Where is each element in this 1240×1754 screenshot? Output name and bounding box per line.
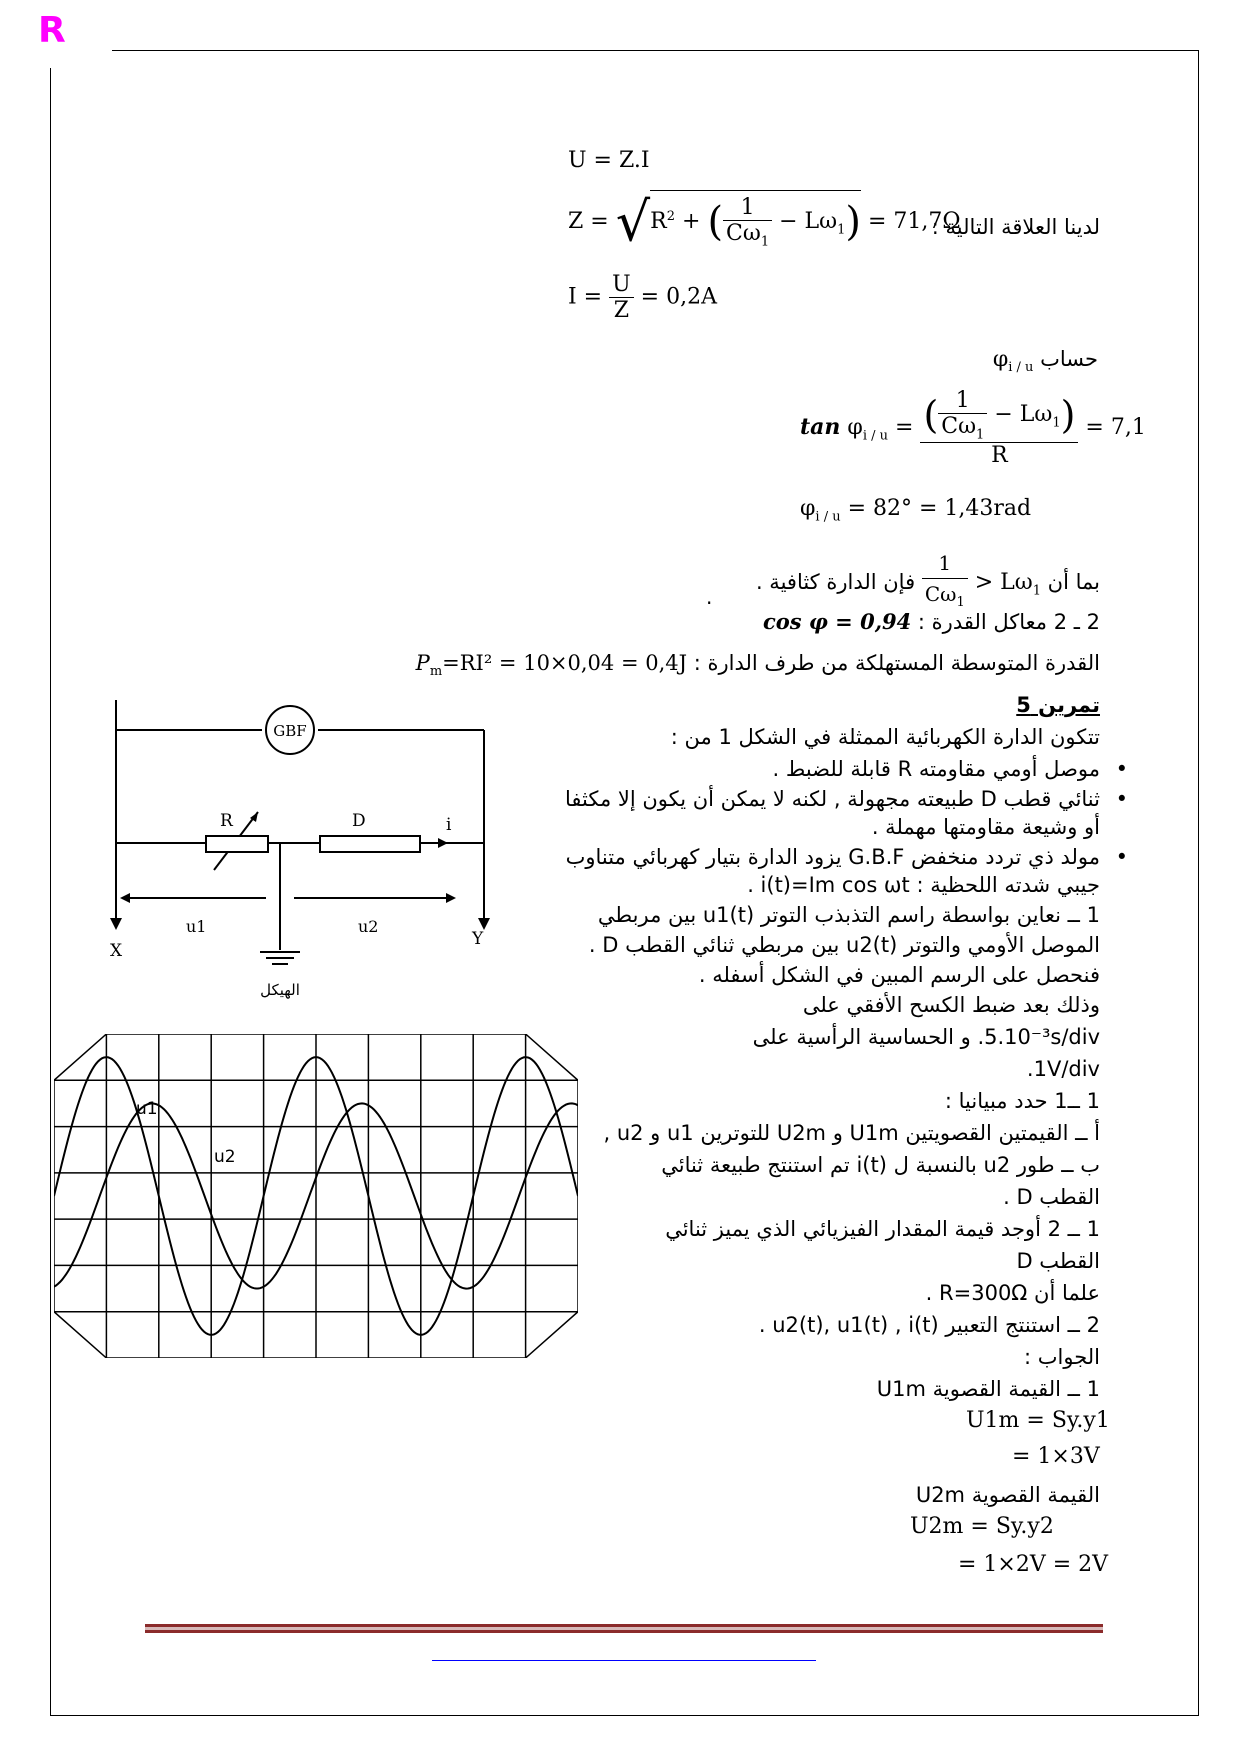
- site-logo: R: [38, 10, 66, 51]
- footer-band: [145, 1624, 1103, 1633]
- tan-phi-sub: i / u: [862, 428, 889, 444]
- power-line: [416, 648, 1100, 687]
- trace-u2-label: u2: [214, 1147, 236, 1167]
- ground-label: الهيكل: [260, 981, 300, 999]
- z-frac-den: Cω: [726, 221, 761, 246]
- answer-1-eq1: U1m = Sy.y1: [966, 1408, 1110, 1433]
- paren-left-icon: (: [707, 199, 724, 246]
- phase-title: [993, 344, 1098, 383]
- bullet-dipole: • ثنائي قطب D طبيعته مجهولة , لكنه لا يمكن أن يكون إلا مكثفا: [565, 784, 1100, 814]
- capacitive-suffix: فإن الدارة كثافية .: [755, 570, 916, 594]
- frame-right: [1198, 50, 1199, 1716]
- probe-x-label: X: [110, 941, 123, 961]
- tan-paren-right-icon: ): [1060, 393, 1076, 438]
- phi-symbol: φ: [992, 347, 1009, 372]
- tan-den: R: [991, 443, 1008, 469]
- u2-label: u2: [358, 917, 379, 936]
- generator-label: GBF: [273, 722, 307, 740]
- paren-right-icon: ): [845, 199, 861, 246]
- tan-phi: φ: [847, 415, 863, 441]
- capacitive-prefix: بما أن: [1047, 570, 1100, 594]
- bullet-resistor: • موصل أومي مقاومته R قابلة للضبط .: [773, 754, 1100, 784]
- answer-1-eq2: = 1×3V: [1012, 1444, 1100, 1469]
- phase-result-phi: φ: [800, 496, 816, 521]
- phase-result-sub: i / u: [815, 509, 841, 525]
- probe-x-arrow-icon: [110, 918, 122, 930]
- power-factor-text: 2 ـ 2 معاكل القدرة :: [917, 610, 1100, 634]
- tan-label: tan: [800, 414, 841, 441]
- bullet-generator-cont: جيبي شدته اللحظية : i(t)=Im cos ωt .: [747, 873, 1100, 897]
- tan-frac-cw: Cω: [941, 414, 977, 439]
- tan-formula: $\tan \varphi_{i / u}$ = ( $\frac{1}{C\omega_1}$ − $L\omega_1$) R = 7,1: [800, 388, 1146, 469]
- exercise-title: تمرين 5: [1016, 693, 1100, 717]
- ohm-law: U = Z.I: [568, 148, 650, 173]
- probe-y-label: Y: [472, 929, 484, 949]
- grid-corner-tr: [526, 1034, 578, 1080]
- answer-title: الجواب :: [1024, 1345, 1100, 1369]
- circuit-diagram: [100, 700, 500, 1010]
- trace-u1-label: u1: [136, 1099, 158, 1119]
- power-value: =RI² = 10×0,04 = 0,4J: [442, 651, 688, 675]
- exercise-intro: تتكون الدارة الكهربائية الممثلة في الشكل 1 من :: [670, 725, 1100, 749]
- tan-minus: − Lω: [994, 402, 1053, 428]
- phase-title-text: حساب: [1040, 347, 1098, 371]
- dipole-symbol: [320, 836, 420, 852]
- resistor-label: R: [220, 811, 233, 831]
- question-1-2-l1: 1 ــ 2 أوجد قيمة المقدار الفيزيائي الذي يميز ثنائي: [665, 1217, 1100, 1241]
- question-1-l5: 5.10⁻³s/div. و الحساسية الرأسية على: [752, 1025, 1100, 1049]
- dipole-label: D: [352, 811, 366, 831]
- u1-label: u1: [186, 917, 207, 936]
- i-num: U: [609, 272, 634, 298]
- z-frac-num: 1: [723, 195, 772, 221]
- phi-sub: i / u: [1008, 360, 1034, 376]
- oscilloscope-grid: [54, 1034, 578, 1358]
- u2-arrow-icon: [446, 893, 456, 903]
- capacitive-ineq: > Lω: [974, 570, 1033, 595]
- current-formula: [568, 272, 717, 323]
- frame-bottom: [50, 1715, 1199, 1716]
- grid-corner-br: [526, 1312, 578, 1358]
- question-2: 2 ــ استنتج التعبير u2(t), u1(t) , i(t) .: [758, 1313, 1100, 1337]
- i-left: I =: [568, 284, 603, 310]
- z-plus: +: [682, 209, 701, 235]
- capacitive-dot: .: [706, 585, 713, 609]
- question-1-l6: 1V/div.: [1026, 1057, 1100, 1081]
- current-label: i: [446, 815, 452, 835]
- question-1-l2: الموصل الأومي والتوتر u2(t) بين مربطي ثنائي القطب D .: [588, 933, 1100, 957]
- oscilloscope-screen: [54, 1034, 578, 1358]
- question-1-l1: 1 ــ نعاين بواسطة راسم التذبذب التوتر u1(t) بين مربطي: [597, 903, 1100, 927]
- answer-1: 1 ــ القيمة القصوية U1m: [876, 1377, 1100, 1401]
- u1-arrow-icon: [120, 893, 130, 903]
- bullet-dipole-cont: أو وشيعة مقاومتها مهملة .: [871, 815, 1100, 839]
- capacitive-line: بما أن $\frac{1}{C\omega_1}$ > $L\omega_1$ فإن الدارة كثافية .: [756, 548, 1100, 618]
- impedance-formula: $Z = √R^2$ + ( $\frac{1}{C\omega_1}$ − $L\omega_1) = 71,7\Omega$: [568, 190, 961, 254]
- answer-2: القيمة القصوية U2m: [915, 1483, 1100, 1507]
- grid-corner-bl: [54, 1312, 106, 1358]
- question-1-1: 1 ــ1 حدد مبيانيا :: [944, 1089, 1100, 1113]
- question-1-2-l2: القطب D: [1016, 1249, 1100, 1273]
- power-symbol-sub: m: [429, 664, 443, 680]
- power-text: القدرة المتوسطة المستهلكة من طرف الدارة :: [693, 651, 1100, 675]
- power-factor-value: cos φ = 0,94: [762, 609, 912, 634]
- grid-corner-tl: [54, 1034, 106, 1080]
- tan-result: = 7,1: [1085, 415, 1146, 441]
- question-1-l3: فنحصل على الرسم المبين في الشكل أسفله .: [698, 963, 1100, 987]
- question-1-l4: وذلك بعد ضبط الكسح الأفقي على: [802, 993, 1100, 1017]
- phase-result: [800, 496, 1031, 524]
- question-1-1-b-l2: القطب D .: [1003, 1185, 1100, 1209]
- z-r: R: [650, 209, 667, 235]
- i-den: Z: [613, 298, 630, 323]
- capacitive-frac-cw: Cω: [924, 582, 957, 606]
- question-1-1-a: أ ــ القيمتين القصويتين U1m و U2m للتوترين u1 و u2 ,: [603, 1121, 1100, 1145]
- z-result: = 71,7Ω: [867, 209, 961, 235]
- z-left: Z =: [568, 209, 609, 235]
- current-arrow-icon: [438, 838, 448, 848]
- question-1-1-b-l1: ب ــ طور u2 بالنسبة ل i(t) تم استنتج طبيعة ثنائي: [661, 1153, 1100, 1177]
- answer-2-eq2: = 1×2V = 2V: [958, 1552, 1109, 1577]
- power-symbol: P: [415, 651, 430, 675]
- question-1-2-l3: علما أن R=300Ω .: [925, 1281, 1100, 1305]
- i-result: = 0,2A: [640, 284, 717, 310]
- frame-left: [50, 68, 51, 1716]
- footer-link[interactable]: [432, 1660, 816, 1661]
- impedance-intro: لدينا العلاقة التالية :: [931, 215, 1100, 239]
- tan-paren-left-icon: (: [923, 393, 939, 438]
- z-minus: − Lω: [779, 209, 838, 235]
- phase-result-value: = 82° = 1,43rad: [847, 496, 1032, 521]
- capacitive-frac-one: 1: [922, 548, 968, 579]
- tan-frac-one: 1: [938, 388, 987, 414]
- resistor-symbol: [206, 836, 268, 852]
- power-factor-line: [763, 607, 1100, 637]
- sqrt-icon: √: [615, 190, 651, 254]
- bullet-generator: • مولد ذي تردد منخفض G.B.F يزود الدارة بتيار كهربائي متناوب: [566, 842, 1100, 872]
- answer-2-eq1: U2m = Sy.y2: [910, 1514, 1054, 1539]
- top-rule: [112, 50, 1198, 51]
